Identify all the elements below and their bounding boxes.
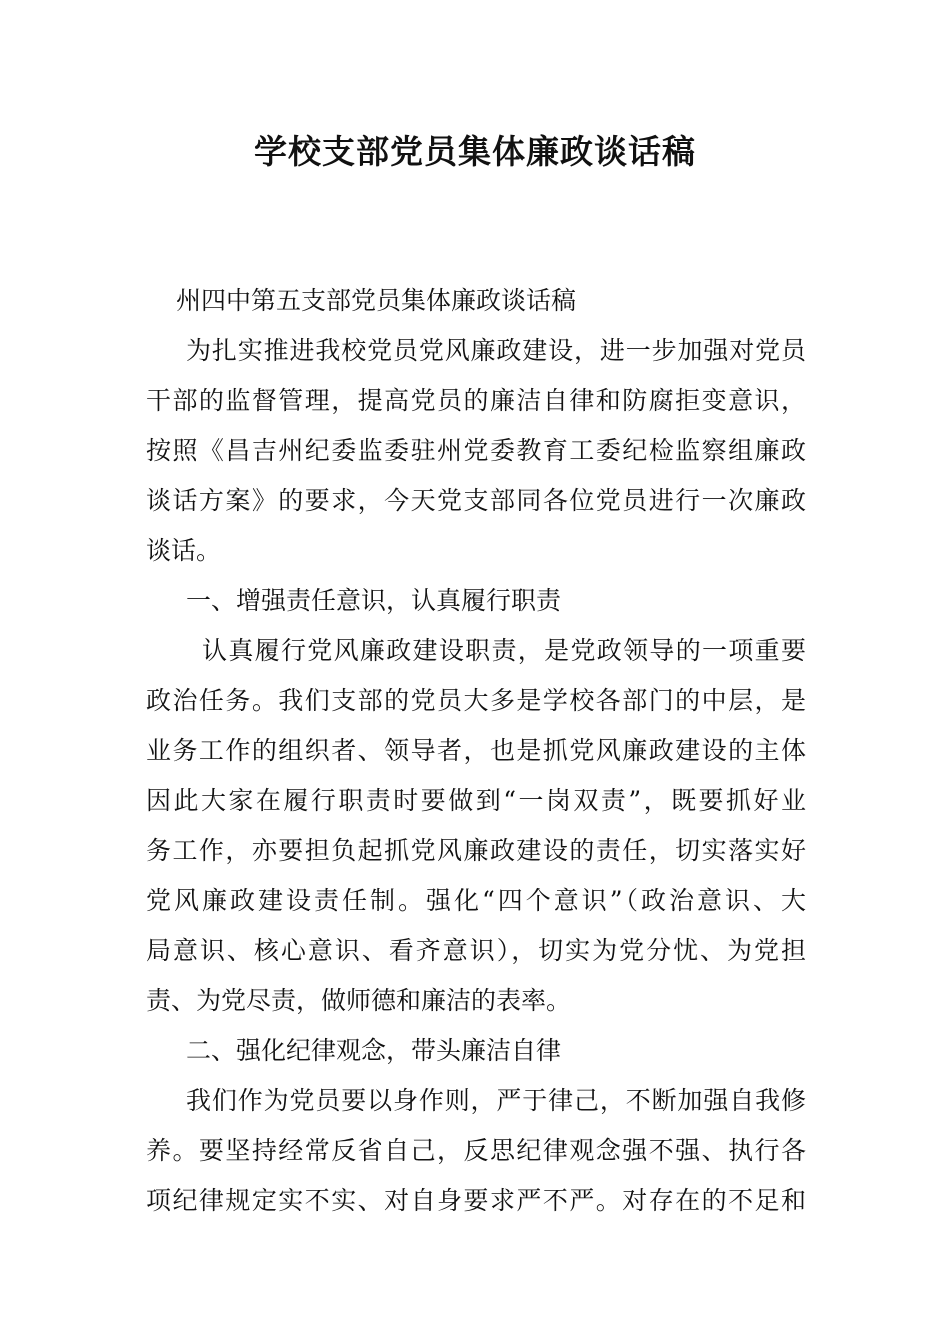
document-body	[146, 276, 806, 1226]
section-heading-2: 二、强化纪律观念，带头廉洁自律	[186, 1036, 562, 1065]
intro-paragraph	[146, 326, 806, 576]
intro-line: 干部的监督管理，提高党员的廉洁自律和防腐拒变意识，	[146, 386, 806, 415]
section-1-line: 务工作，亦要担负起抓党风廉政建设的责任，切实落实好	[146, 836, 806, 865]
section-2-line: 项纪律规定实不实、对自身要求严不严。对存在的不足和	[146, 1186, 806, 1215]
document-subtitle: 州四中第五支部党员集体廉政谈话稿	[176, 286, 577, 315]
document-title: 学校支部党员集体廉政谈话稿	[254, 132, 696, 171]
section-1-line: 认真履行党风廉政建设职责，是党政领导的一项重要	[202, 636, 806, 665]
section-heading-1: 一、增强责任意识，认真履行职责	[186, 586, 562, 615]
section-1-paragraph	[146, 626, 806, 1026]
section-1-line: 党风廉政建设责任制。强化“四个意识”（政治意识、大	[146, 886, 806, 915]
section-2-line: 养。要坚持经常反省自己，反思纪律观念强不强、执行各	[146, 1136, 806, 1165]
section-1-line: 责、为党尽责，做师德和廉洁的表率。	[146, 986, 572, 1015]
section-1-line: 业务工作的组织者、领导者，也是抓党风廉政建设的主体	[146, 736, 806, 765]
section-1-line: 局意识、核心意识、看齐意识），切实为党分忧、为党担	[146, 936, 806, 965]
intro-line: 谈话。	[146, 536, 222, 565]
section-2-line: 我们作为党员要以身作则，严于律己，不断加强自我修	[186, 1086, 806, 1115]
section-1-line: 政治任务。我们支部的党员大多是学校各部门的中层，是	[146, 686, 806, 715]
intro-line: 为扎实推进我校党员党风廉政建设，进一步加强对党员	[186, 336, 806, 365]
intro-line: 谈话方案》的要求，今天党支部同各位党员进行一次廉政	[146, 486, 806, 515]
section-2-paragraph	[146, 1076, 806, 1226]
section-1-line: 因此大家在履行职责时要做到“一岗双责”，既要抓好业	[146, 786, 806, 815]
intro-line: 按照《昌吉州纪委监委驻州党委教育工委纪检监察组廉政	[146, 436, 806, 465]
